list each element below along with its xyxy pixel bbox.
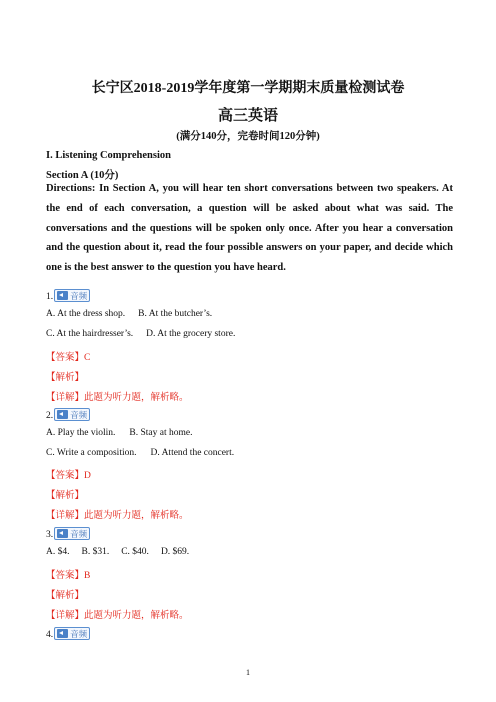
option-c: C. At the hairdresser’s.: [46, 329, 134, 339]
audio-play-button[interactable]: [54, 627, 90, 640]
answer-label: 【答案】D: [46, 471, 91, 481]
option-b: B. At the butcher’s.: [138, 309, 213, 319]
section-heading: I. Listening Comprehension: [46, 150, 171, 161]
analysis-label: 【解析】: [46, 591, 85, 601]
analysis-label: 【解析】: [46, 373, 85, 383]
option-b: B. $31.: [81, 547, 110, 557]
audio-label: 音频: [70, 290, 88, 301]
option-d: D. Attend the concert.: [150, 448, 235, 458]
speaker-icon: [57, 291, 68, 300]
option-a: A. At the dress shop.: [46, 309, 126, 319]
question-number-3: [46, 527, 90, 540]
speaker-icon: [57, 529, 68, 538]
exam-title: 长宁区2018-2019学年度第一学期期末质量检测试卷: [91, 81, 405, 96]
speaker-icon: [57, 410, 68, 419]
speaker-icon: [57, 629, 68, 638]
answer-label: 【答案】B: [46, 571, 91, 581]
option-c: C. Write a composition.: [46, 448, 137, 458]
answer-label: 【答案】C: [46, 353, 91, 363]
detail-label: 【详解】此题为听力题，解析略。: [46, 611, 189, 621]
question-number-4: [46, 627, 90, 640]
option-a: A. Play the violin.: [46, 428, 116, 438]
detail-label: 【详解】此题为听力题，解析略。: [46, 393, 189, 403]
exam-subtitle: 高三英语: [217, 108, 278, 124]
audio-play-button[interactable]: [54, 408, 90, 421]
question-options-row: [46, 448, 234, 458]
question-label: 2.: [46, 411, 54, 421]
audio-label: 音频: [70, 409, 88, 420]
audio-play-button[interactable]: [54, 289, 90, 302]
audio-play-button[interactable]: [54, 527, 90, 540]
option-a: A. $4.: [46, 547, 70, 557]
question-label: 3.: [46, 530, 54, 540]
question-options-row: [46, 547, 189, 557]
section-subheading: Section A (10分): [46, 170, 119, 181]
detail-label: 【详解】此题为听力题，解析略。: [46, 511, 189, 521]
directions-paragraph: Directions: In Section A, you will hear ten short conversations between two speakers. At the end of each conversation, a question will be asked about what was said. The conversations and the questions will be spoken only once. After you hear a conversation and the question about it, read the four possible answers on your paper, and decide which one is the best answer to the question you have heard.: [46, 183, 453, 274]
question-number-2: [46, 408, 90, 421]
audio-label: 音频: [70, 628, 88, 639]
question-label: 1.: [46, 292, 54, 302]
question-options-row: [46, 329, 235, 339]
audio-label: 音频: [70, 528, 88, 539]
option-c: C. $40.: [121, 547, 149, 557]
exam-meta: (满分140分，完卷时间120分钟): [176, 131, 320, 142]
option-b: B. Stay at home.: [129, 428, 193, 438]
option-d: D. $69.: [160, 547, 190, 557]
question-options-row: [46, 309, 212, 319]
page-number: 1: [246, 668, 250, 677]
option-d: D. At the grocery store.: [146, 329, 236, 339]
analysis-label: 【解析】: [46, 491, 85, 501]
question-label: 4.: [46, 630, 54, 640]
question-number-1: [46, 289, 90, 302]
question-options-row: [46, 428, 192, 438]
